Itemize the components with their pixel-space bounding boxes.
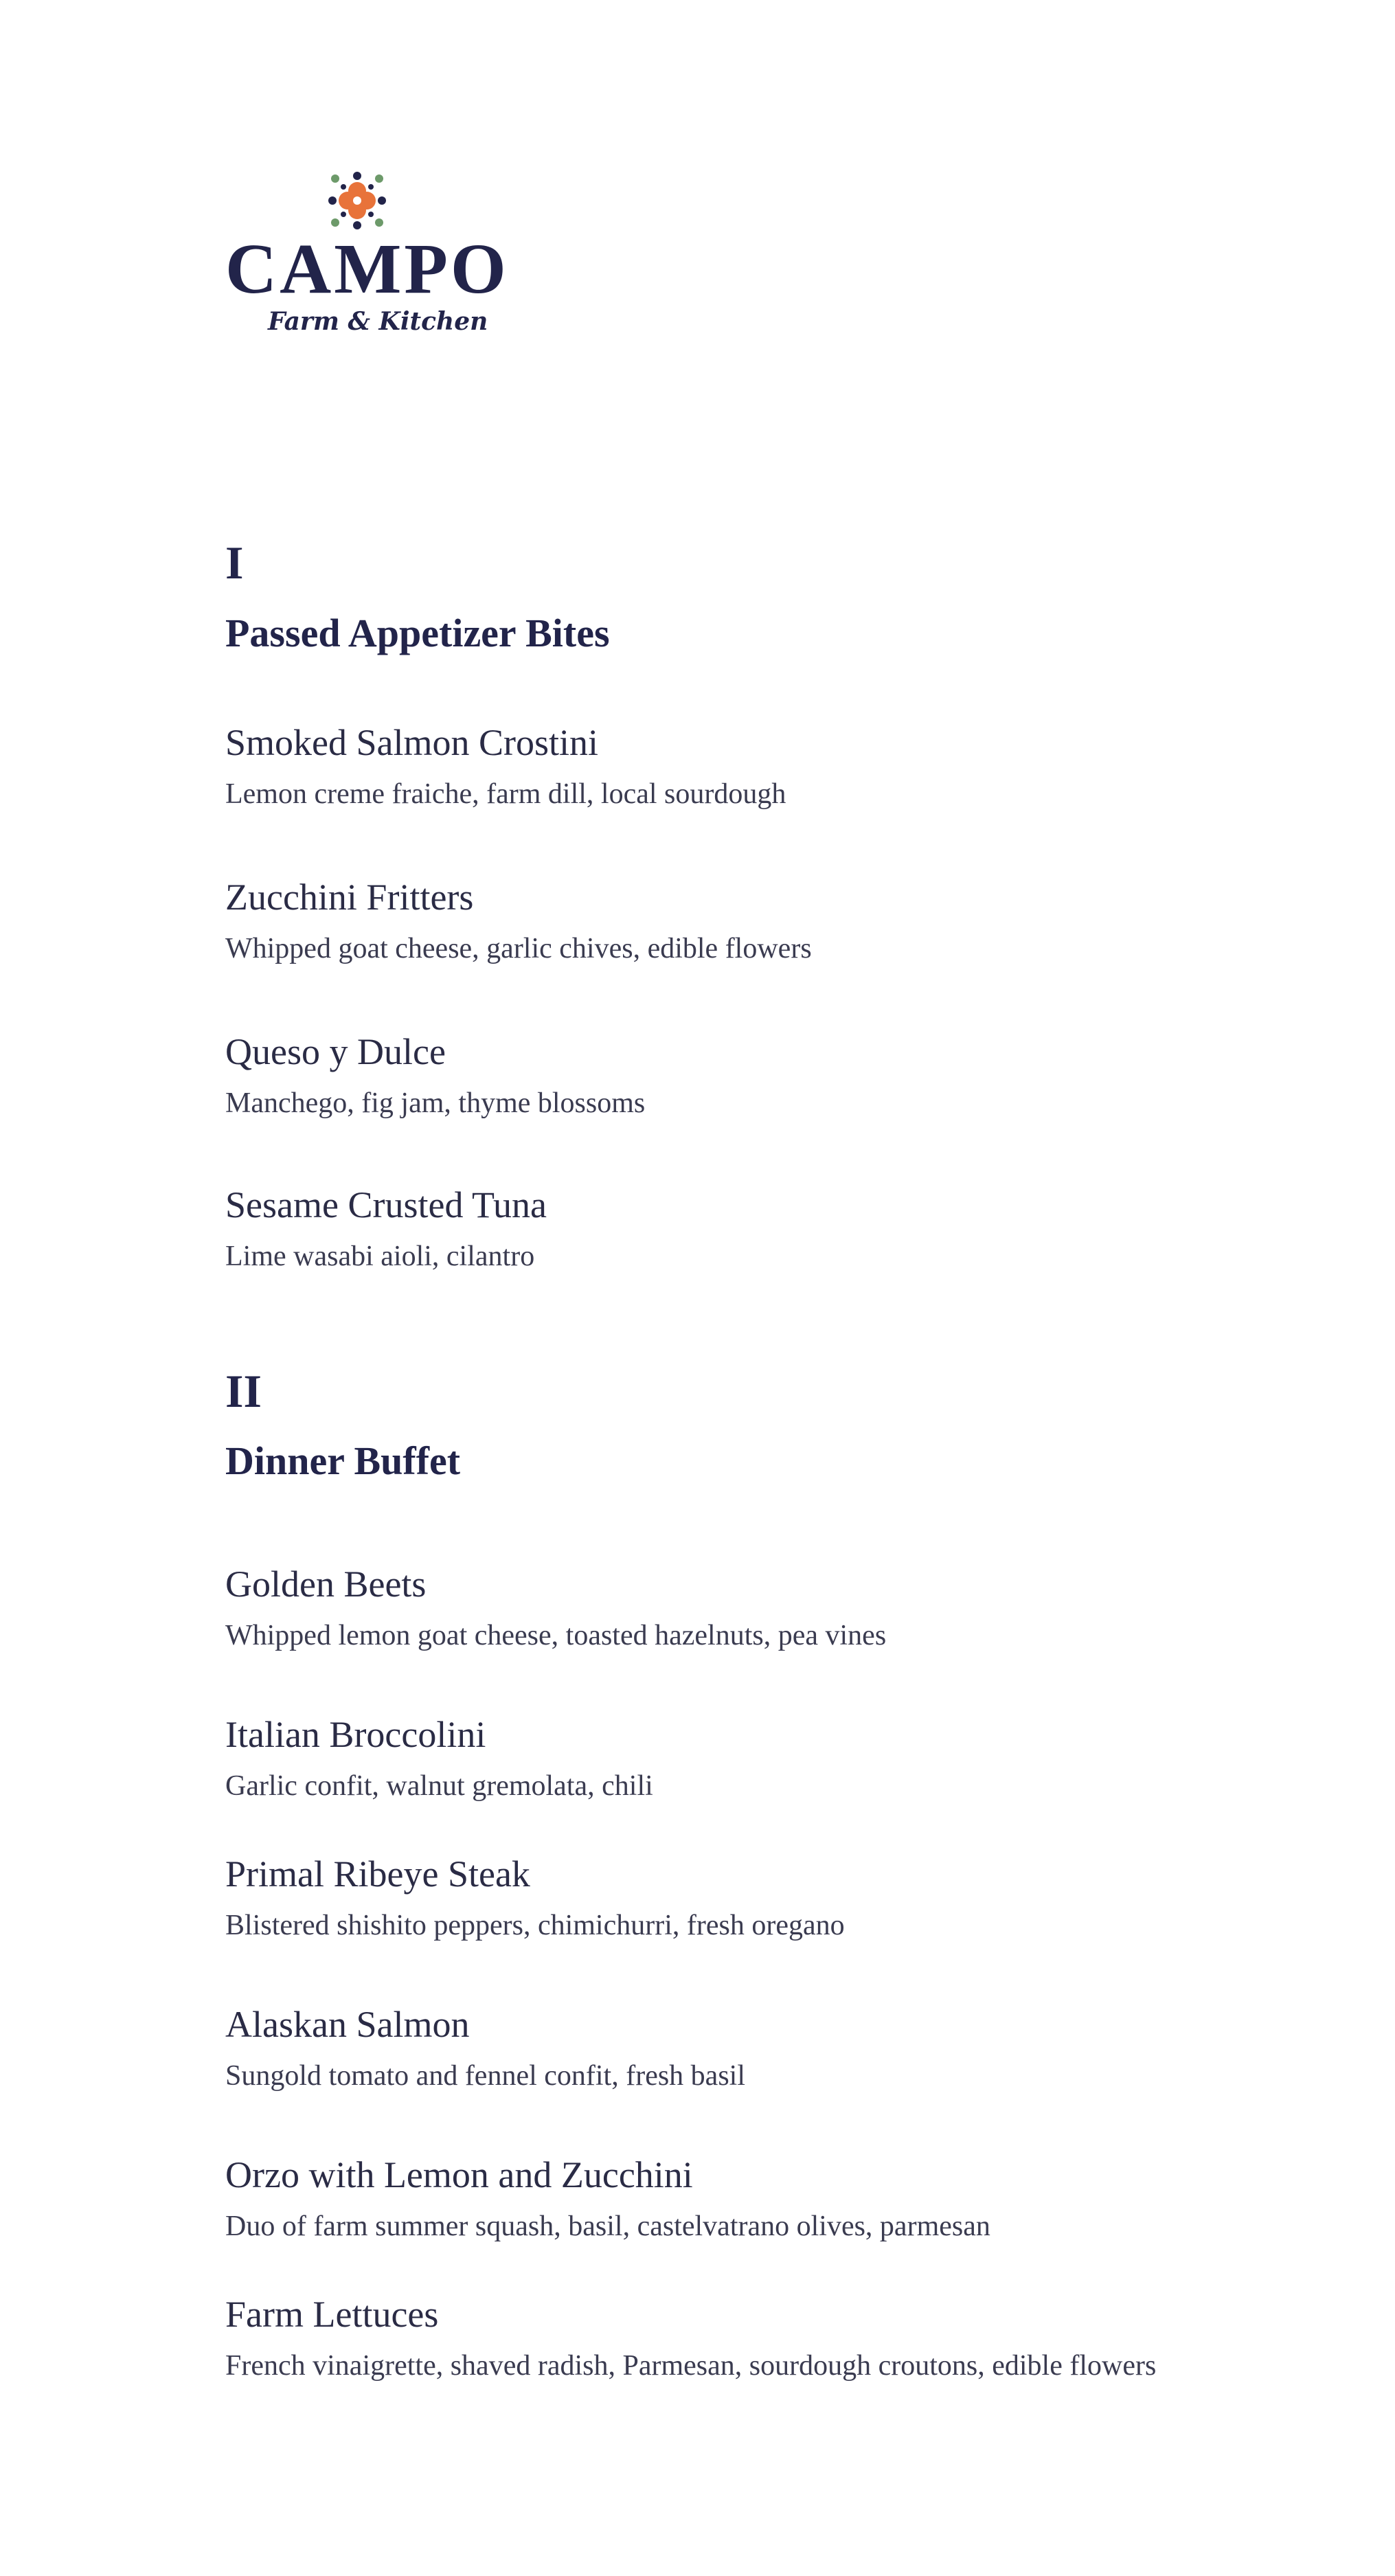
menu-item-name: Primal Ribeye Steak [225, 1853, 530, 1895]
course-number: I [225, 536, 244, 589]
menu-item-description: Lime wasabi aioli, cilantro [225, 1241, 535, 1272]
menu-item-name: Golden Beets [225, 1563, 427, 1605]
menu-item [225, 1563, 1173, 1658]
menu-item [225, 721, 1173, 816]
course-title: Passed Appetizer Bites [225, 611, 610, 655]
menu-item-description: French vinaigrette, shaved radish, Parmesan, sourdough croutons, edible flowers [225, 2350, 1157, 2382]
menu-item-description: Manchego, fig jam, thyme blossoms [225, 1087, 646, 1119]
menu-item-description: Duo of farm summer squash, basil, castelvatrano olives, parmesan [225, 2211, 990, 2242]
menu-item-name: Smoked Salmon Crostini [225, 722, 599, 763]
menu-item-name: Farm Lettuces [225, 2294, 439, 2335]
menu-item-description: Whipped goat cheese, garlic chives, edible flowers [225, 933, 812, 964]
menu-item-description: Whipped lemon goat cheese, toasted hazelnuts, pea vines [225, 1620, 887, 1651]
menu-item-description: Lemon creme fraiche, farm dill, local sourdough [225, 778, 786, 810]
menu-item-name: Alaskan Salmon [225, 2004, 470, 2045]
flower-emblem-icon [328, 172, 386, 229]
menu-item [225, 2154, 1173, 2248]
menu-item-name: Orzo with Lemon and Zucchini [225, 2154, 693, 2195]
campo-logo [225, 172, 507, 343]
brand-tagline: Farm & Kitchen [268, 307, 488, 336]
menu-item [225, 2293, 1173, 2388]
course-number: II [225, 1365, 262, 1417]
menu-item [225, 876, 1173, 971]
menu-item-description: Blistered shishito peppers, chimichurri, fresh oregano [225, 1910, 845, 1941]
menu-item-name: Queso y Dulce [225, 1031, 446, 1072]
menu-item-description: Garlic confit, walnut gremolata, chili [225, 1770, 653, 1802]
brand-name: CAMPO [225, 229, 509, 308]
menu-item [225, 1030, 1173, 1125]
menu-item-name: Zucchini Fritters [225, 877, 474, 918]
menu-item [225, 1713, 1173, 1808]
menu-item [225, 1184, 1173, 1278]
menu-item-name: Italian Broccolini [225, 1714, 486, 1755]
menu-item-description: Sungold tomato and fennel confit, fresh basil [225, 2060, 746, 2092]
menu-item-name: Sesame Crusted Tuna [225, 1184, 547, 1225]
menu-item [225, 2003, 1173, 2098]
menu-item [225, 1853, 1173, 1947]
course-title: Dinner Buffet [225, 1438, 461, 1483]
